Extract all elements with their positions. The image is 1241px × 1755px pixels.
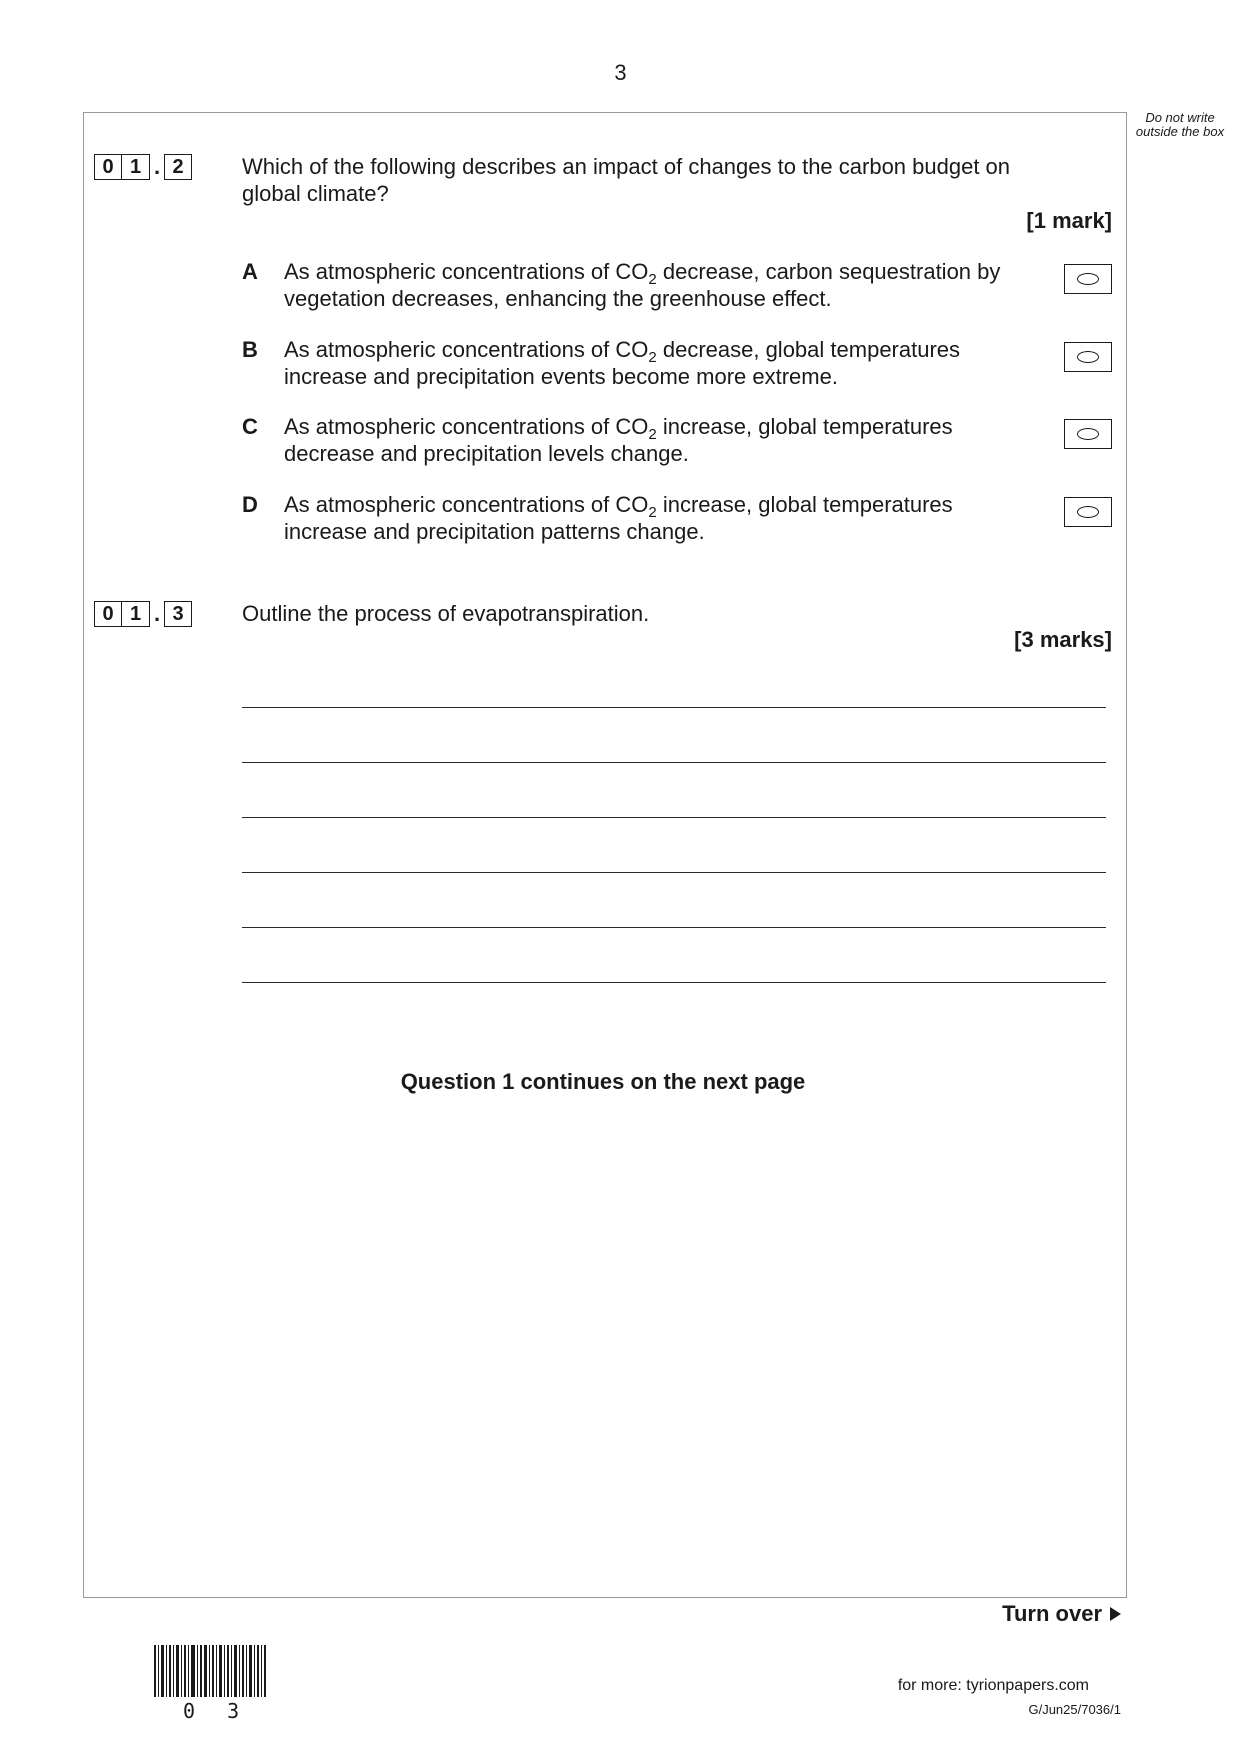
option-d: [242, 491, 1112, 551]
option-a-answer-box[interactable]: [1064, 264, 1112, 294]
lozenge-icon: [1077, 273, 1099, 285]
option-text: As atmospheric concentrations of $CO_2$ decrease, carbon sequestration by vegetation decreases, enhancing the greenhouse effect.: [284, 259, 1001, 311]
option-b: [242, 336, 1112, 396]
barcode: [154, 1645, 266, 1705]
question-number-dot: .: [153, 154, 161, 179]
answer-line[interactable]: [242, 817, 1106, 818]
barcode-number: 0 3: [183, 1699, 250, 1723]
turn-over-label: [1002, 1601, 1121, 1627]
option-letter: D: [242, 492, 258, 517]
option-text: As atmospheric concentrations of $CO_2$ increase, global temperatures decrease and precipitation levels change.: [284, 414, 953, 466]
option-text: As atmospheric concentrations of $CO_2$ decrease, global temperatures increase and precipitation events become more extreme.: [284, 337, 961, 389]
option-text: As atmospheric concentrations of $CO_2$ increase, global temperatures increase and precipitation patterns change.: [284, 492, 953, 544]
option-letter: B: [242, 337, 258, 362]
answer-line[interactable]: [242, 762, 1106, 763]
lozenge-icon: [1077, 428, 1099, 440]
question-digit: 0: [94, 601, 122, 627]
marks-label: [1 mark]: [1026, 208, 1112, 233]
answer-line[interactable]: [242, 707, 1106, 708]
option-c-answer-box[interactable]: [1064, 419, 1112, 449]
option-a: [242, 258, 1112, 318]
marks-label: [3 marks]: [1014, 627, 1112, 652]
question-text: Which of the following describes an impact of changes to the carbon budget on global climate?: [242, 154, 1011, 206]
option-b-answer-box[interactable]: [1064, 342, 1112, 372]
paper-code: G/Jun25/7036/1: [1028, 1702, 1121, 1717]
question-number-01-3: [94, 600, 192, 628]
footer-site: for more: tyrionpapers.com: [897, 1677, 1089, 1694]
option-c: [242, 413, 1112, 473]
option-letter: A: [242, 259, 258, 284]
question-text: Outline the process of evapotranspiration.: [242, 601, 650, 626]
question-number-dot: .: [153, 601, 161, 626]
page-number: 3: [614, 60, 627, 85]
answer-line[interactable]: [242, 927, 1106, 928]
question-digit: 2: [164, 154, 192, 180]
turn-over-text: Turn over: [1002, 1601, 1102, 1626]
option-d-answer-box[interactable]: [1064, 497, 1112, 527]
answer-box-frame: [83, 112, 1127, 1598]
question-digit: 1: [122, 154, 150, 180]
lozenge-icon: [1077, 506, 1099, 518]
question-number-01-2: [94, 153, 192, 181]
question-digit: 0: [94, 154, 122, 180]
answer-line[interactable]: [242, 872, 1106, 873]
margin-note: Do not write outside the box: [1135, 110, 1225, 139]
option-letter: C: [242, 414, 258, 439]
question-digit: 3: [164, 601, 192, 627]
question-digit: 1: [122, 601, 150, 627]
lozenge-icon: [1077, 351, 1099, 363]
answer-line[interactable]: [242, 982, 1106, 983]
continues-notice: Question 1 continues on the next page: [400, 1069, 806, 1094]
right-triangle-icon: [1110, 1607, 1121, 1621]
